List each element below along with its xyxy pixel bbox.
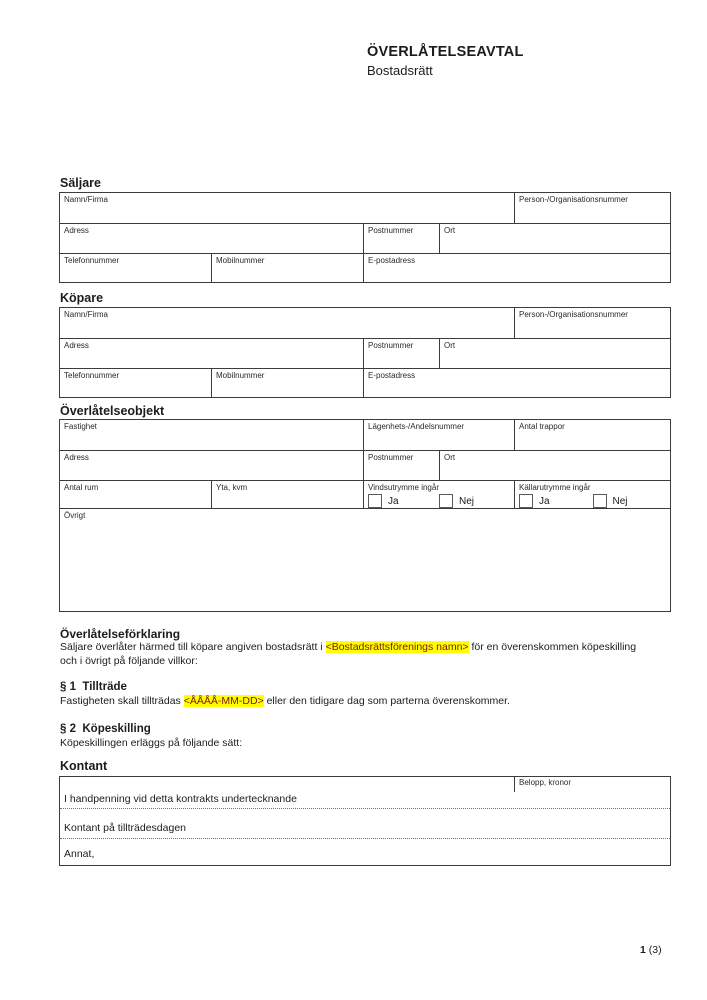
field-label: Övrigt <box>64 511 86 520</box>
table-row <box>60 368 670 397</box>
field-label: Person-/Organisationsnummer <box>519 195 628 204</box>
saljare-namn-firma-field[interactable] <box>60 193 514 223</box>
saljare-ort-field[interactable] <box>439 224 670 253</box>
field-label: Ort <box>444 453 456 462</box>
kontant-header-row <box>60 777 670 792</box>
saljare-mobilnummer-field[interactable] <box>211 254 363 282</box>
field-label: Telefonnummer <box>64 256 120 265</box>
fastighet-field[interactable] <box>60 420 363 450</box>
kontant-heading: Kontant <box>60 759 108 773</box>
kopare-mobilnummer-field[interactable] <box>211 369 363 397</box>
paragraf1-paragraph <box>60 695 660 709</box>
checkbox-label: Ja <box>539 495 550 507</box>
page-number-total: (3) <box>648 944 662 956</box>
forklaring-text-after: för en överenskommen köpeskilling och i övrigt på följande villkor: <box>60 641 637 667</box>
kallarutrymme-field <box>514 481 670 508</box>
paragraf1-text-before: Fastigheten skall tillträdas <box>60 695 184 707</box>
field-label: Postnummer <box>368 226 414 235</box>
saljare-adress-field[interactable] <box>60 224 363 253</box>
kopare-epostadress-field[interactable] <box>363 369 670 397</box>
kallarutrymme-ja-checkbox[interactable] <box>519 494 533 508</box>
page-number <box>640 944 662 956</box>
kopare-telefonnummer-field[interactable] <box>60 369 211 397</box>
datum-placeholder[interactable]: <ÅÅÅÅ-MM-DD> <box>183 695 264 707</box>
kontant-tilltradesdagen-label: Kontant på tillträdesdagen <box>64 822 187 834</box>
kopare-postnummer-field[interactable] <box>363 339 439 368</box>
objekt-table <box>59 419 671 612</box>
field-label: Antal trappor <box>519 422 565 431</box>
field-label: Mobilnummer <box>216 371 265 380</box>
field-label: E-postadress <box>368 371 416 380</box>
paragraf2-paragraph: Köpeskillingen erläggs på följande sätt: <box>60 737 243 749</box>
objekt-postnummer-field[interactable] <box>363 451 439 480</box>
kallarutrymme-options <box>519 494 666 508</box>
table-row <box>60 450 670 480</box>
objekt-adress-field[interactable] <box>60 451 363 480</box>
kontant-table <box>59 776 671 866</box>
field-label: Adress <box>64 226 89 235</box>
title-block <box>367 44 524 78</box>
vindsutrymme-ja-option <box>368 494 439 508</box>
saljare-heading: Säljare <box>60 176 102 190</box>
checkbox-label: Ja <box>388 495 399 507</box>
kontant-tilltradesdagen-row[interactable] <box>60 809 670 839</box>
document-subtitle: Bostadsrätt <box>367 63 433 78</box>
page-number-current: 1 <box>640 944 646 956</box>
vindsutrymme-ja-checkbox[interactable] <box>368 494 382 508</box>
field-label: Fastighet <box>64 422 97 431</box>
saljare-table <box>59 192 671 283</box>
table-row <box>60 338 670 368</box>
belopp-kronor-label: Belopp, kronor <box>514 777 670 792</box>
objekt-ort-field[interactable] <box>439 451 670 480</box>
field-label: Postnummer <box>368 341 414 350</box>
antal-trappor-field[interactable] <box>514 420 670 450</box>
table-row <box>60 253 670 282</box>
field-label: Adress <box>64 341 89 350</box>
vindsutrymme-field <box>363 481 514 508</box>
kopare-table <box>59 307 671 398</box>
kopare-personnummer-field[interactable] <box>514 308 670 338</box>
checkbox-label: Nej <box>459 495 475 507</box>
field-label: Adress <box>64 453 89 462</box>
kallarutrymme-ja-option <box>519 494 593 508</box>
paragraf2-heading: § 2 Köpeskilling <box>60 723 151 735</box>
field-label: Antal rum <box>64 483 99 492</box>
field-label: E-postadress <box>368 256 416 265</box>
antal-rum-field[interactable] <box>60 481 211 508</box>
field-label: Postnummer <box>368 453 414 462</box>
saljare-postnummer-field[interactable] <box>363 224 439 253</box>
field-label: Källarutrymme ingår <box>519 483 591 492</box>
yta-kvm-field[interactable] <box>211 481 363 508</box>
annat-row[interactable] <box>60 839 670 865</box>
vindsutrymme-options <box>368 494 510 508</box>
kontant-header-spacer <box>60 777 514 792</box>
field-label: Telefonnummer <box>64 371 120 380</box>
table-row <box>60 480 670 508</box>
table-row <box>60 508 670 611</box>
field-label: Namn/Firma <box>64 310 109 319</box>
table-row <box>60 223 670 253</box>
handpenning-label: I handpenning vid detta kontrakts undertecknande <box>64 793 297 805</box>
ovrigt-field[interactable] <box>60 509 670 611</box>
kallarutrymme-nej-option <box>593 494 667 508</box>
saljare-epostadress-field[interactable] <box>363 254 670 282</box>
table-row <box>60 308 670 338</box>
table-row <box>60 420 670 450</box>
paragraf1-heading: § 1 Tillträde <box>60 681 127 693</box>
vindsutrymme-nej-option <box>439 494 510 508</box>
field-label: Person-/Organisationsnummer <box>519 310 628 319</box>
checkbox-label: Nej <box>612 495 628 507</box>
field-label: Mobilnummer <box>216 256 265 265</box>
paragraf1-text-after: eller den tidigare dag som parterna överenskommer. <box>263 695 510 707</box>
kallarutrymme-nej-checkbox[interactable] <box>593 494 607 508</box>
kopare-heading: Köpare <box>60 291 104 305</box>
document-title: ÖVERLÅTELSEAVTAL <box>367 44 524 60</box>
saljare-personnummer-field[interactable] <box>514 193 670 223</box>
lagenhetsnummer-field[interactable] <box>363 420 514 450</box>
field-label: Yta, kvm <box>216 483 248 492</box>
field-label: Namn/Firma <box>64 195 109 204</box>
kopare-namn-firma-field[interactable] <box>60 308 514 338</box>
field-label: Ort <box>444 341 456 350</box>
kopare-ort-field[interactable] <box>439 339 670 368</box>
saljare-telefonnummer-field[interactable] <box>60 254 211 282</box>
vindsutrymme-nej-checkbox[interactable] <box>439 494 453 508</box>
forklaring-paragraph <box>60 641 652 668</box>
forklaring-text-before: Säljare överlåter härmed till köpare angiven bostadsrätt i <box>60 641 326 653</box>
table-row <box>60 193 670 223</box>
objekt-heading: Överlåtelseobjekt <box>60 404 165 418</box>
field-label: Lägenhets-/Andelsnummer <box>368 422 465 431</box>
forklaring-heading: Överlåtelseförklaring <box>60 627 181 641</box>
handpenning-row[interactable] <box>60 792 670 809</box>
field-label: Vindsutrymme ingår <box>368 483 439 492</box>
field-label: Ort <box>444 226 456 235</box>
forening-namn-placeholder[interactable]: <Bostadsrättsförenings namn> <box>325 641 469 653</box>
kopare-adress-field[interactable] <box>60 339 363 368</box>
annat-label: Annat, <box>64 848 95 860</box>
